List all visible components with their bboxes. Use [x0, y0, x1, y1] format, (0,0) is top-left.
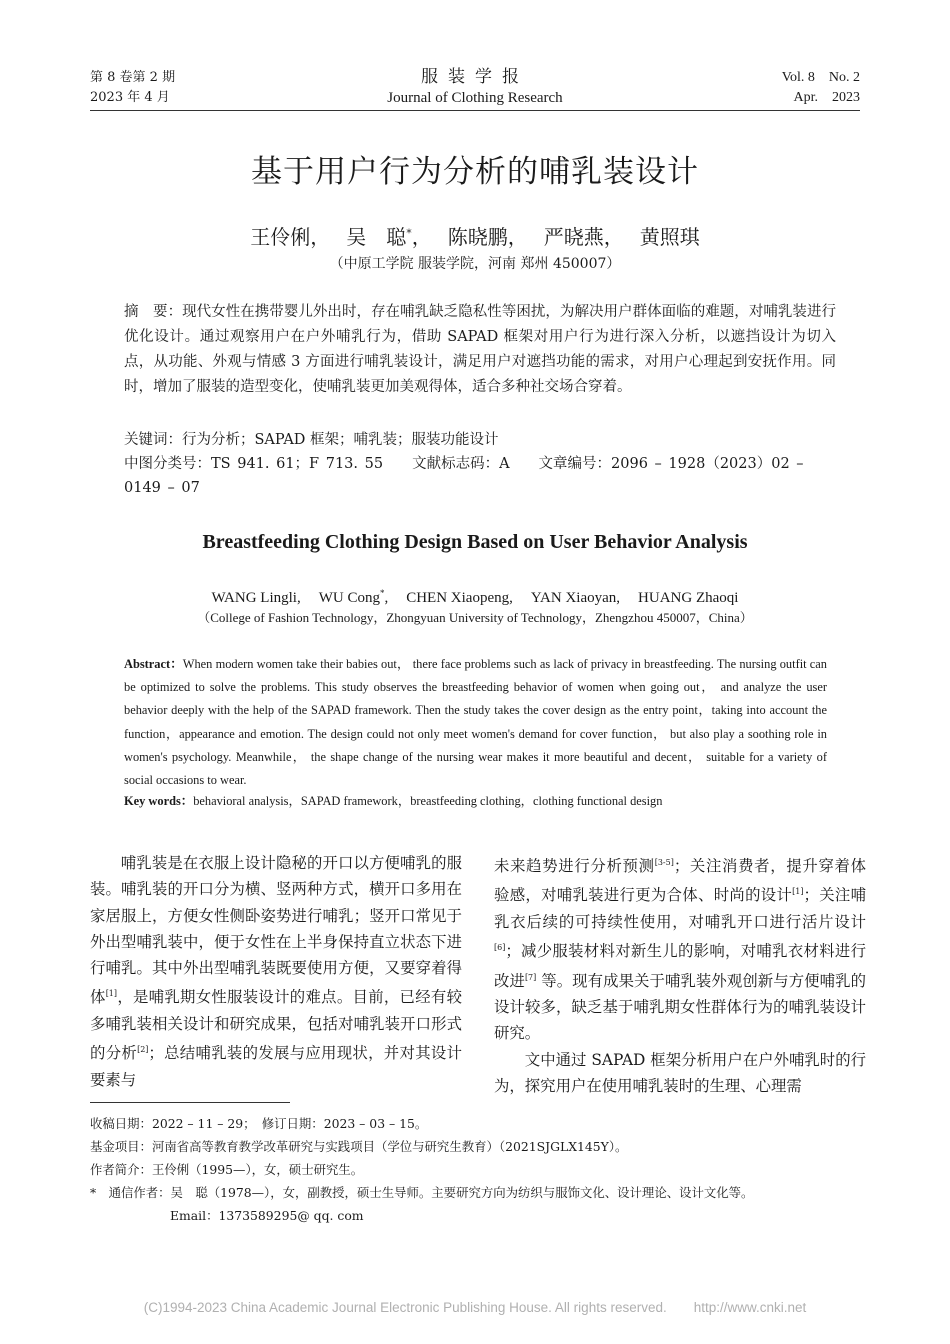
date-en: Apr. 2023	[793, 90, 860, 105]
footnote-author-bio: 作者简介：王伶俐（1995—），女，硕士研究生。	[90, 1162, 364, 1177]
abstract-en-label: Abstract：	[124, 657, 183, 671]
keywords-en	[124, 790, 827, 812]
body-paragraph: 文中通过 SAPAD 框架分析用户在户外哺乳时的行为，探究用户在使用哺乳装时的生理、心理需	[494, 1050, 866, 1095]
citation[interactable]: [3-5]	[654, 858, 674, 867]
keywords-cn	[124, 428, 836, 452]
citation[interactable]: [7]	[524, 972, 537, 982]
corresponding-mark: *	[406, 226, 412, 239]
vol-en: Vol. 8 No. 2	[781, 70, 860, 85]
body-paragraph: 哺乳装是在衣服上设计隐秘的开口以方便哺乳的服装。哺乳装的开口分为横、竖两种方式，横开口多用在家居服上，方便女性侧卧姿势进行哺乳；竖开口常见于外出型哺乳装中，便于女性在上半身保持直立状态下进行哺乳。其中外出型哺乳装既要使用方便，又要穿着得体[1]，是哺乳期女性服装设计的难点。目前，已经有较多哺乳装相关设计和研究成果，包括对哺乳装开口形式的分析[2]；总结哺乳装的发展与应用现状，并对其设计要素与	[90, 854, 462, 1089]
journal-name-cn: 服装学报	[421, 67, 529, 87]
footnote-rule	[90, 1102, 290, 1103]
body-column-right	[494, 850, 866, 1099]
keywords-en-label: Key words：	[124, 794, 194, 808]
author-cn: 吴 聪*，	[346, 224, 432, 249]
footnotes	[90, 1112, 870, 1227]
author-en: WU Cong*,	[318, 588, 389, 606]
footnote-received: 收稿日期：2022 – 11 – 29； 修订日期：2023 – 03 – 15。	[90, 1116, 428, 1131]
citation[interactable]: [1]	[105, 989, 118, 999]
abstract-en	[124, 653, 827, 792]
issue-cn: 第 8 卷第 2 期	[90, 70, 176, 85]
abstract-en-text: When modern women take their babies out， there face problems such as lack of privacy in breastfeeding. The nursing outfit can be optimized to solve the problems. This study observes the breastfeeding behavior of women when going out， and analyze the user behavior deeply with the help of the SAPAD framework. Then the study takes the cover design as the entry point，taking into account the function，appearance and emotion. The design could not only meet women's demand for cover function， but also play a soothing role in women's psychology. Meanwhile， the shape change of the nursing wear makes it more beautiful and decent， suitable for a variety of social occasions to wear.	[124, 657, 828, 788]
citation[interactable]: [1]	[792, 887, 804, 897]
keywords-cn-label: 关键词：	[124, 432, 182, 448]
citation[interactable]: [2]	[137, 1045, 149, 1055]
footnote-fund: 基金项目：河南省高等教育教学改革研究与实践项目（学位与研究生教育）（2021SJGLX145Y）。	[90, 1139, 628, 1154]
header-issue-en	[782, 68, 860, 108]
paper-title-cn: 基于用户行为分析的哺乳装设计	[251, 154, 699, 190]
author-cn: 王伶俐，	[250, 224, 331, 249]
author-en: WANG Lingli,	[211, 590, 301, 606]
affiliation-cn: （中原工学院 服装学院，河南 郑州 450007）	[329, 256, 621, 272]
author-cn: 陈晓鹏，	[447, 224, 528, 249]
keywords-cn-text: 行为分析；SAPAD 框架；哺乳装；服装功能设计	[182, 432, 499, 448]
citation[interactable]: [6]	[494, 943, 506, 953]
author-en: CHEN Xiaopeng,	[406, 590, 513, 606]
abstract-cn-label: 摘 要：	[124, 304, 183, 320]
classification-cn: 中图分类号：TS 941. 61；F 713. 55 文献标志码：A 文章编号：2096 – 1928（2023）02 – 0149 – 07	[124, 456, 804, 496]
author-cn: 黄照琪	[639, 224, 700, 249]
keywords-en-text: behavioral analysis，SAPAD framework，breastfeeding clothing，clothing functional design	[193, 794, 663, 808]
author-cn: 严晓燕，	[543, 224, 624, 249]
copyright-watermark: (C)1994-2023 China Academic Journal Electronic Publishing House. All rights reserved. http://www.cnki.net	[143, 1300, 807, 1315]
author-en: YAN Xiaoyan,	[530, 590, 621, 606]
abstract-cn-text: 现代女性在携带婴儿外出时，存在哺乳缺乏隐私性等困扰，为解决用户群体面临的难题，对哺乳装进行优化设计。通过观察用户在户外哺乳行为，借助 SAPAD 框架对用户行为进行深入分析，以遮挡设计为切入点，从功能、外观与情感 3 方面进行哺乳装设计，满足用户对遮挡功能的需求，对用户心理起到安抚作用。同时，增加了服装的造型变化，使哺乳装更加美观得体，适合多种社交场合穿着。	[124, 304, 836, 395]
header-rule	[90, 110, 860, 111]
body-paragraph: 未来趋势进行分析预测[3-5]；关注消费者，提升穿着体验感，对哺乳装进行更为合体、时尚的设计[1]；关注哺乳衣后续的可持续性使用，对哺乳开口进行活片设计[6]；减少服装材料对新生儿的影响，对哺乳衣材料进行改进[7] 等。现有成果关于哺乳装外观创新与方便哺乳的设计较多，缺乏基于哺乳期女性群体行为的哺乳装设计研究。	[494, 857, 866, 1043]
corresponding-mark: *	[379, 588, 385, 598]
abstract-cn	[124, 300, 836, 400]
journal-name-en: Journal of Clothing Research	[387, 90, 563, 106]
affiliation-en: （College of Fashion Technology，Zhongyuan University of Technology，Zhengzhou 450007，China）	[197, 610, 753, 625]
date-cn: 2023 年 4 月	[90, 90, 170, 105]
authors-cn	[0, 218, 950, 252]
footnote-email: Email：1373589295@ qq. com	[170, 1208, 364, 1223]
body-column-left	[90, 850, 462, 1093]
author-en: HUANG Zhaoqi	[638, 590, 739, 606]
footnote-corresponding: * 通信作者：吴 聪（1978—），女，副教授，硕士生导师。主要研究方向为纺织与服饰文化、设计理论、设计文化等。	[90, 1185, 754, 1200]
paper-title-en: Breastfeeding Clothing Design Based on User Behavior Analysis	[202, 531, 748, 553]
authors-en	[0, 582, 950, 609]
